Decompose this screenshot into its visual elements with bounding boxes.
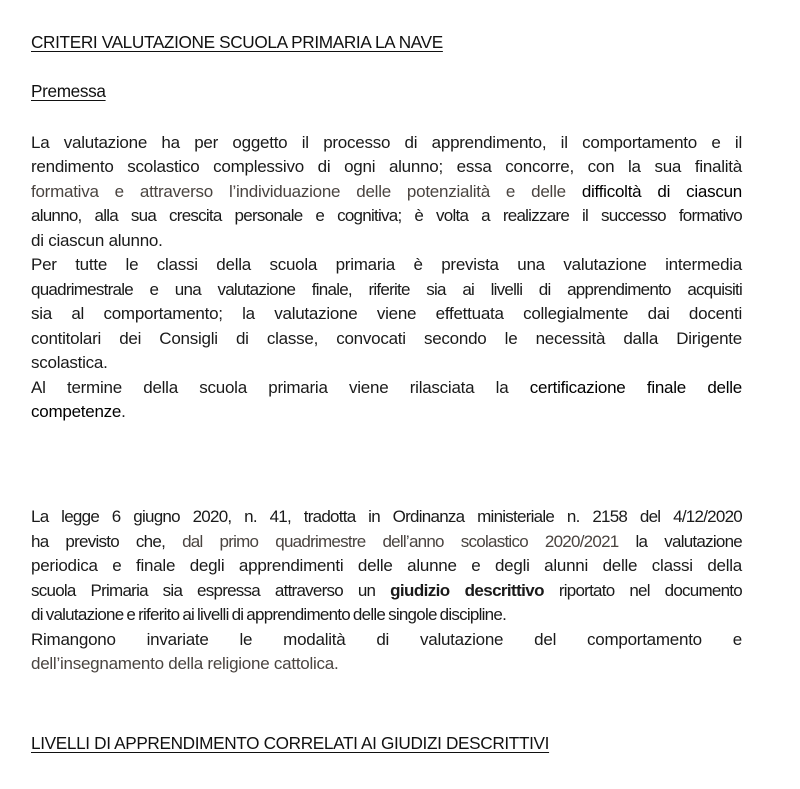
text-line: contitolari dei Consigli di classe, convocati secondo le necessità dalla Dirigente: [31, 329, 742, 348]
text-line: La valutazione ha per oggetto il processo di apprendimento, il comportamento e il: [31, 133, 742, 152]
text-line: di valutazione e riferito ai livelli di apprendimento delle singole discipline.: [31, 605, 507, 624]
text-span: Al termine della scuola primaria viene rilasciata la: [31, 378, 509, 397]
section-heading-livelli: LIVELLI DI APPRENDIMENTO CORRELATI AI GIUDIZI DESCRITTIVI: [31, 733, 550, 753]
text-line: [31, 180, 742, 204]
text-line: rendimento scolastico complessivo di ogni alunno; essa concorre, con la sua finalità: [31, 157, 742, 176]
text-line: dell’insegnamento della religione cattolica.: [31, 654, 339, 673]
text-line: periodica e finale degli apprendimenti delle alunne e degli alunni delle classi della: [31, 556, 742, 575]
text-line: sia al comportamento; la valutazione viene effettuata collegialmente dai docenti: [31, 304, 742, 323]
text-span: formativa e attraverso l’individuazione delle potenzialità e delle: [31, 182, 566, 201]
section-heading-premessa: Premessa: [31, 81, 106, 101]
giudizio-descrittivo-highlight: giudizio descrittivo: [390, 581, 544, 600]
competenze-highlight: competenze: [31, 402, 122, 421]
text-span: riportato nel documento: [543, 581, 742, 600]
text-line: [31, 376, 742, 400]
text-line: scolastica.: [31, 353, 108, 372]
text-span: difficoltà di ciascun: [565, 182, 742, 201]
text-line: La legge 6 giugno 2020, n. 41, tradotta in Ordinanza ministeriale n. 2158 del 4/12/2020: [31, 507, 742, 526]
text-line: Rimangono invariate le modalità di valutazione del comportamento e: [31, 630, 742, 649]
text-line: Per tutte le classi della scuola primaria è prevista una valutazione intermedia: [31, 255, 742, 274]
text-span: la valutazione: [618, 532, 742, 551]
text-span: scuola Primaria sia espressa attraverso un: [31, 581, 391, 600]
text-line: di ciascun alunno.: [31, 231, 163, 250]
text-line: [31, 579, 742, 603]
text-span: ha previsto che,: [31, 532, 183, 551]
text-line: quadrimestrale e una valutazione finale, riferite sia ai livelli di apprendimento acquisiti: [31, 280, 742, 299]
certificazione-highlight: certificazione finale delle: [529, 378, 742, 397]
text-line: [31, 400, 742, 424]
text-line: alunno, alla sua crescita personale e cognitiva; è volta a realizzare il successo formativo: [31, 206, 742, 225]
document-title: CRITERI VALUTAZIONE SCUOLA PRIMARIA LA NAVE: [31, 32, 443, 52]
text-span: dal primo quadrimestre dell’anno scolastico 2020/2021: [182, 532, 619, 551]
text-line: [31, 530, 742, 554]
text-span: .: [121, 402, 126, 421]
